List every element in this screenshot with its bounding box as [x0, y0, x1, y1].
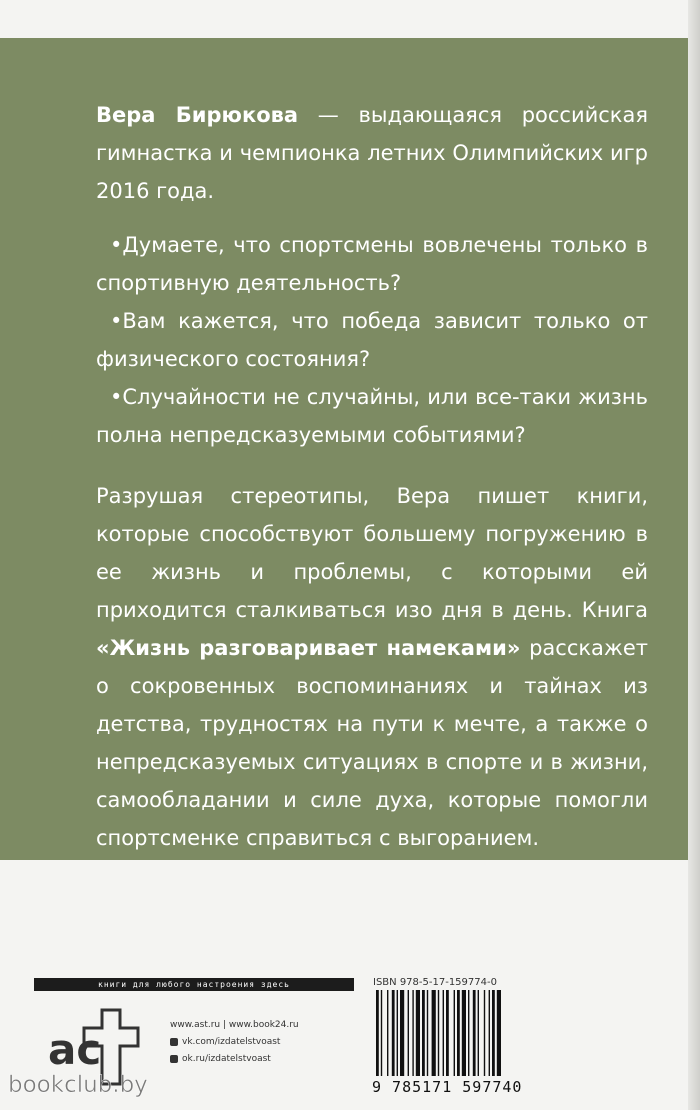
description-text-start: Разрушая стереотипы, Вера пишет книги, которые способствуют большему погружению в ее жизнь и проблемы, с которыми ей приходится сталкиваться изо дня в день. Книга: [96, 484, 648, 622]
barcode-stripe: [381, 990, 382, 1076]
tagline-bar: книги для любого настроения здесь: [34, 978, 354, 991]
barcode-stripe: [446, 990, 449, 1076]
barcode-stripe: [454, 990, 455, 1076]
barcode-stripe: [387, 990, 388, 1076]
barcode-stripe: [400, 990, 404, 1076]
ok-icon: [170, 1055, 178, 1063]
barcode-digits: 9 785171 597740: [372, 1078, 523, 1096]
barcode: [374, 990, 548, 1080]
barcode-stripe: [397, 990, 398, 1076]
isbn-number: ISBN 978-5-17-159774-0: [373, 977, 497, 988]
watermark: bookclub.by: [8, 1072, 148, 1098]
barcode-stripe: [376, 990, 379, 1076]
sites-row: [170, 1020, 299, 1030]
bullet-item: •Думаете, что спортсмены вовлечены только в спортивную деятельность?: [96, 233, 648, 295]
barcode-stripe: [457, 990, 460, 1076]
barcode-stripe: [412, 990, 413, 1076]
barcode-stripe: [443, 990, 444, 1076]
barcode-stripe: [489, 990, 490, 1076]
publisher-logo-text: ac: [48, 1025, 102, 1074]
barcode-stripe: [478, 990, 479, 1076]
barcode-stripe: [473, 990, 476, 1076]
vk-icon: [170, 1038, 178, 1046]
publisher-links: [170, 1020, 299, 1071]
barcode-stripe: [422, 990, 425, 1076]
barcode-stripe: [416, 990, 420, 1076]
barcode-stripe: [427, 990, 428, 1076]
bullet-item: •Вам кажется, что победа зависит только от физического состояния?: [96, 309, 648, 371]
website-links[interactable]: www.ast.ru | www.book24.ru: [170, 1020, 299, 1030]
ok-row: [170, 1054, 299, 1064]
barcode-stripe: [462, 990, 466, 1076]
book-title: «Жизнь разговаривает намеками»: [96, 636, 521, 660]
vk-link[interactable]: vk.com/izdatelstvoast: [182, 1037, 281, 1047]
barcode-stripe: [468, 990, 469, 1076]
author-intro: [96, 96, 648, 210]
book-spine-edge: [688, 0, 700, 1110]
barcode-stripe: [392, 990, 395, 1076]
barcode-stripe: [492, 990, 495, 1076]
barcode-stripe: [432, 990, 436, 1076]
vk-row: [170, 1037, 299, 1047]
author-name: Вера Бирюкова: [96, 103, 299, 127]
author-description: — выдающаяся российская гимнастка и чемпионка летних Олимпийских игр 2016 года.: [96, 103, 648, 203]
bullet-item: •Случайности не случайны, или все-таки жизнь полна непредсказуемыми событиями?: [96, 385, 648, 447]
ok-link[interactable]: ok.ru/izdatelstvoast: [182, 1054, 271, 1064]
barcode-stripe: [438, 990, 439, 1076]
bullet-list: [96, 226, 648, 454]
book-description: [96, 477, 648, 857]
barcode-stripe: [497, 990, 501, 1076]
description-text-end: расскажет о сокровенных воспоминаниях и тайнах из детства, трудностях на пути к мечте, а также о непредсказуемых ситуациях в спорте и в жизни, самообладании и силе духа, которые помогли спортсменке справиться с выгоранием.: [96, 636, 648, 850]
barcode-stripe: [408, 990, 409, 1076]
barcode-stripe: [484, 990, 485, 1076]
